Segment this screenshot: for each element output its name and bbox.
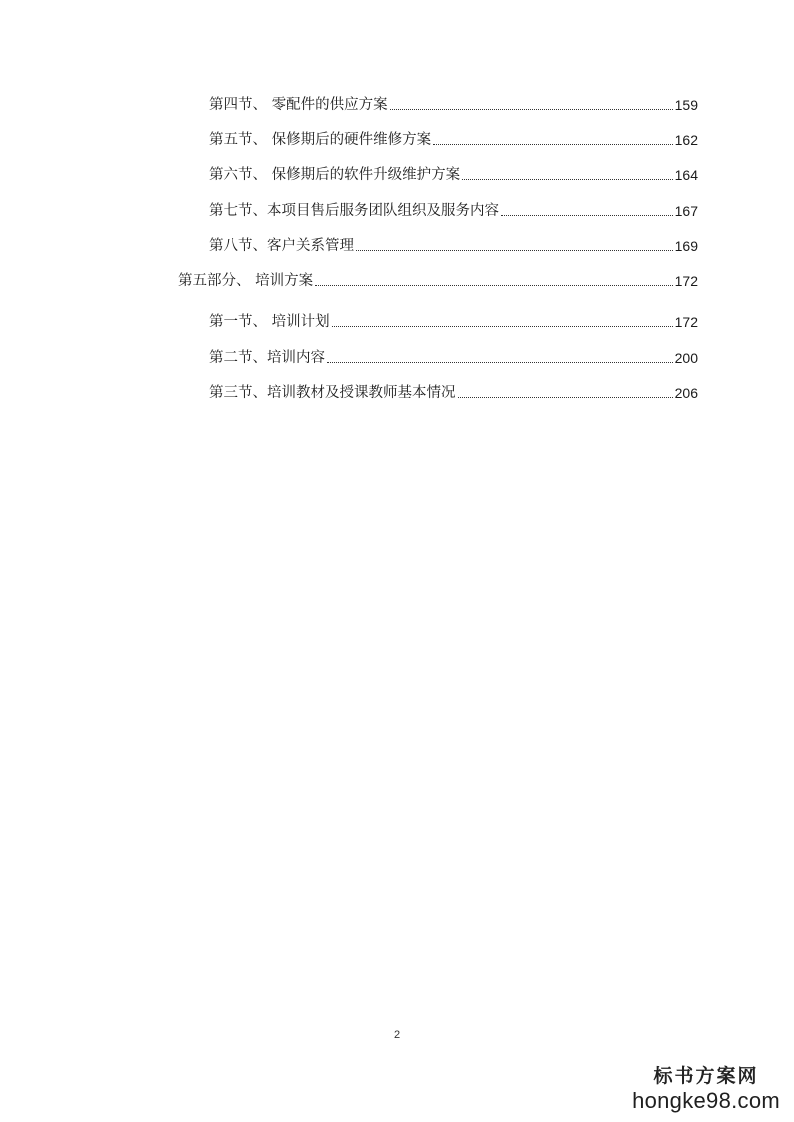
toc-entry-page: 167 [674,203,698,219]
toc-dot-leader [356,250,673,251]
toc-entry[interactable] [209,235,698,257]
toc-entry-label: 第四节、 零配件的供应方案 [209,97,388,113]
site-watermark [632,1064,780,1114]
toc-entry-label: 第一节、 培训计划 [209,314,330,330]
toc-entry-page: 159 [674,97,698,113]
watermark-url: hongke98.com [632,1088,780,1113]
toc-dot-leader [433,144,673,145]
toc-entry[interactable] [209,347,698,369]
toc-entry[interactable] [209,200,698,222]
toc-entry-label: 第二节、培训内容 [209,350,325,366]
page-number: 2 [393,1029,401,1041]
toc-dot-leader [458,397,673,398]
toc-dot-leader [390,109,673,110]
toc-entry-label: 第八节、客户关系管理 [209,238,354,254]
toc-entry-label: 第三节、培训教材及授课教师基本情况 [209,385,456,401]
toc-entry-page: 172 [674,314,698,330]
toc-entry-label: 第七节、本项目售后服务团队组织及服务内容 [209,203,499,219]
toc-entry-page: 172 [674,273,698,289]
toc-entry-page: 169 [674,238,698,254]
toc-dot-leader [315,285,673,286]
watermark-title: 标书方案网 [653,1065,759,1087]
toc-entry[interactable] [178,270,698,292]
toc-entry[interactable] [209,94,698,116]
toc-entry-page: 164 [674,167,698,183]
toc-dot-leader [462,179,673,180]
toc-entry[interactable] [209,311,698,333]
toc-entry[interactable] [209,382,698,404]
toc-entry-page: 200 [674,350,698,366]
toc-dot-leader [327,362,673,363]
toc-entry[interactable] [209,129,698,151]
toc-dot-leader [501,215,673,216]
toc-entry-page: 206 [674,385,698,401]
toc-entry-label: 第六节、 保修期后的软件升级维护方案 [209,167,461,183]
toc-entry-label: 第五部分、 培训方案 [178,273,314,289]
toc-entry-label: 第五节、 保修期后的硬件维修方案 [209,132,432,148]
toc-dot-leader [332,326,673,327]
toc-entry[interactable] [209,164,698,186]
toc-entry-page: 162 [674,132,698,148]
